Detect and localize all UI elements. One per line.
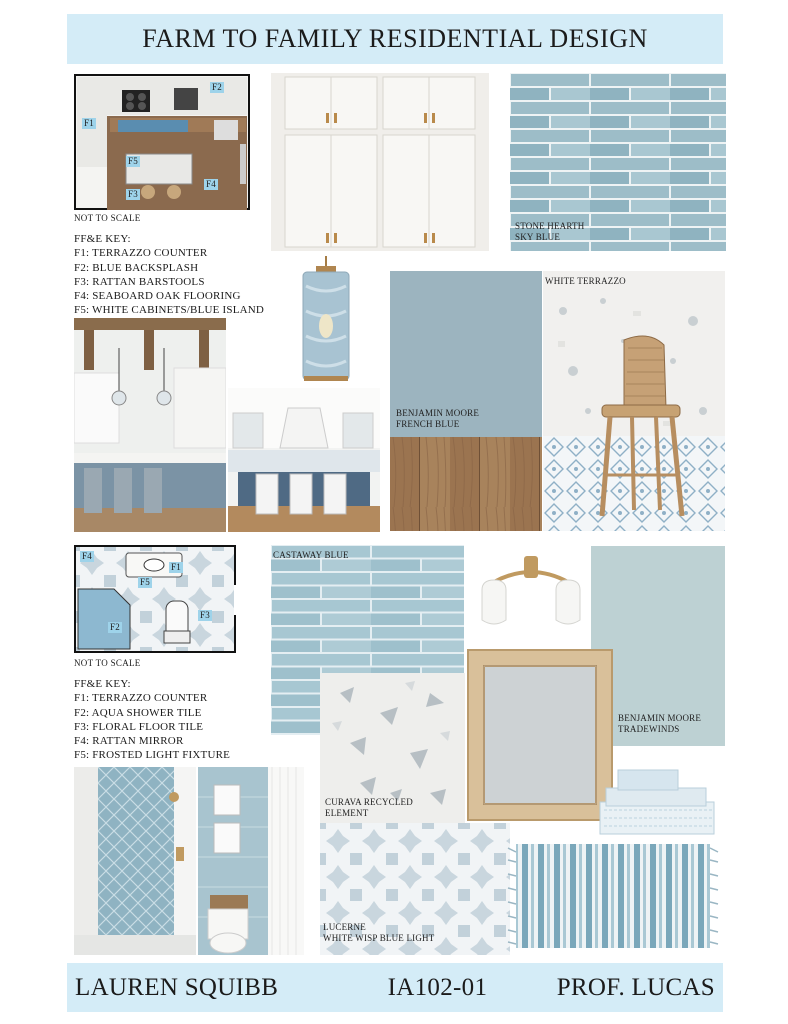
rattan-mirror-image [466,648,614,822]
lucerne-label: LUCERNE WHITE WISP BLUE LIGHT [323,922,435,943]
tradewinds-label: BENJAMIN MOORE TRADEWINDS [618,713,702,734]
white-terrazzo-label: WHITE TERRAZZO [545,276,626,286]
plan-label-f5: F5 [140,577,150,587]
striped-rug-image [506,840,720,952]
plan-label-f2: F2 [212,82,222,92]
curava-terrazzo-sample [320,673,465,823]
bathroom-key-item: F2: AQUA SHOWER TILE [74,706,202,719]
bathroom-not-to-scale: NOT TO SCALE [74,658,141,668]
plan-label-f1: F1 [84,118,94,128]
glass-pendant-image [296,256,356,386]
frosted-sconce-image [474,552,588,632]
kitchen-key-item: F1: TERRAZZO COUNTER [74,247,208,260]
plan-label-f4: F4 [82,551,92,561]
kitchen-ffe-key [74,211,274,317]
plan-label-f5: F5 [128,156,138,166]
professor-name: PROF. LUCAS [556,973,715,1001]
lucerne-tile-sample [320,823,510,955]
plan-label-f3: F3 [128,189,138,199]
kitchen-key-heading: FF&E KEY: [74,233,131,246]
bathroom-shower-photo [74,767,196,955]
stone-hearth-label: STONE HEARTH SKY BLUE [515,221,585,242]
french-blue-label: BENJAMIN MOORE FRENCH BLUE [396,408,480,429]
bathroom-key-heading: FF&E KEY: [74,678,131,691]
page-title: FARM TO FAMILY RESIDENTIAL DESIGN [142,24,648,53]
towels-image [594,766,718,836]
kitchen-photo-right [228,388,380,532]
curava-label: CURAVA RECYCLED ELEMENT [325,797,413,818]
oak-flooring-sample [390,437,542,531]
kitchen-floor-plan [74,74,250,210]
designer-name: LAUREN SQUIBB [75,973,279,1001]
stone-hearth-tile-sample [510,73,726,251]
title-band [67,14,723,64]
castaway-blue-label: CASTAWAY BLUE [273,550,349,560]
plan-label-f2: F2 [110,622,120,632]
footer-band [67,963,723,1012]
bathroom-floor-plan [74,545,236,653]
kitchen-photo-left [74,318,226,532]
bathroom-key-item: F5: FROSTED LIGHT FIXTURE [74,749,231,762]
white-cabinets-image [271,73,489,251]
french-blue-paint-swatch [390,271,542,437]
bathroom-key-item: F1: TERRAZZO COUNTER [74,692,208,705]
bathroom-key-item: F4: RATTAN MIRROR [74,735,184,748]
kitchen-not-to-scale: NOT TO SCALE [74,213,141,223]
kitchen-key-item: F5: WHITE CABINETS/BLUE ISLAND [74,304,265,317]
kitchen-key-item: F4: SEABOARD OAK FLOORING [74,290,241,303]
kitchen-key-item: F2: BLUE BACKSPLASH [74,261,199,274]
plan-label-f3: F3 [200,610,210,620]
plan-label-f4: F4 [206,179,216,189]
bathroom-key-item: F3: FLORAL FLOOR TILE [74,720,204,733]
course-code: IA102-01 [387,973,488,1001]
plan-label-f1: F1 [171,562,181,572]
bathroom-ffe-key [74,656,274,762]
bathroom-toilet-photo [198,767,304,955]
kitchen-key-item: F3: RATTAN BARSTOOLS [74,275,205,288]
rattan-barstool-image [594,330,694,520]
